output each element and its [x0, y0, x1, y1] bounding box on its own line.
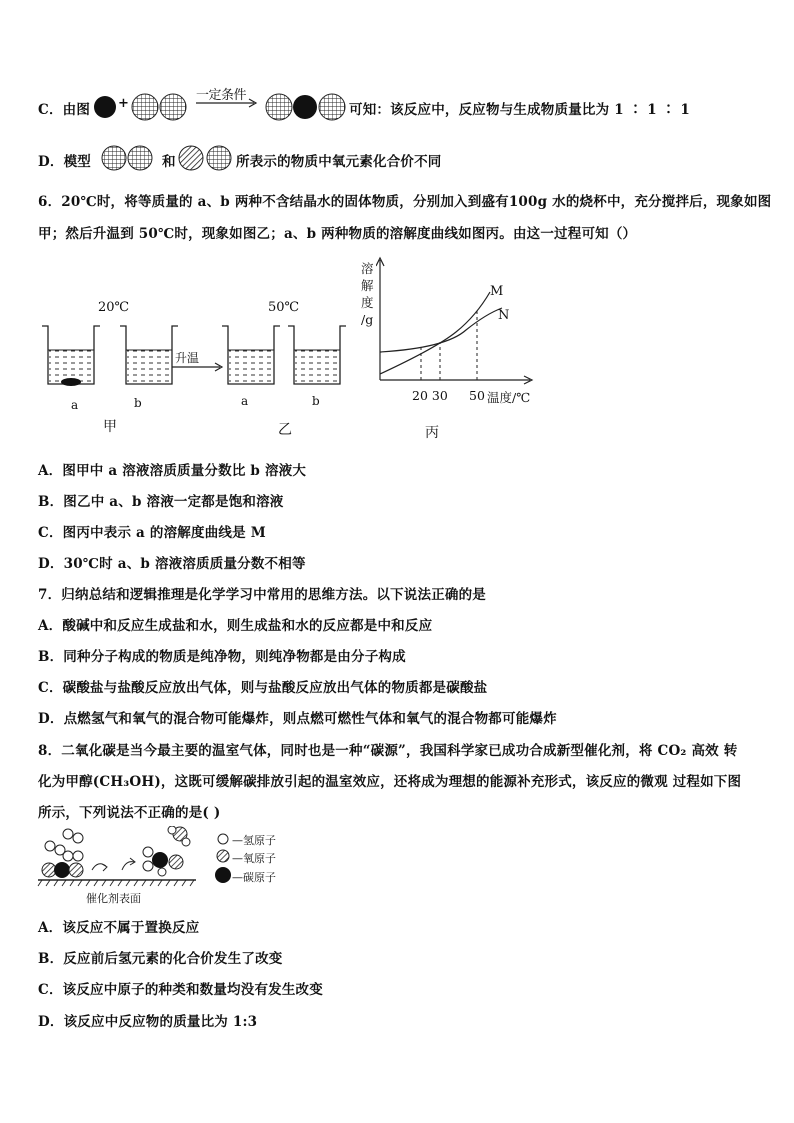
beakers-figure [38, 318, 388, 394]
legend-oxygen: —氧原子 [232, 852, 276, 865]
curve-m-label: M [490, 284, 504, 299]
beaker-b-label-yi: b [312, 394, 320, 408]
oxygen-atom-icon [42, 863, 56, 877]
carbon-atom-icon [152, 852, 168, 868]
carbon-atom-icon [293, 95, 317, 119]
oxygen-atom-icon [69, 863, 83, 877]
carbon-atom-icon [94, 96, 116, 118]
q7-option-b: B．同种分子构成的物质是纯净物，则纯净物都是由分子构成 [38, 649, 406, 665]
oxygen-atom-icon [169, 855, 183, 869]
figure-caption-jia: 甲 [103, 419, 117, 435]
hydrogen-atom-icon [63, 829, 73, 839]
q6-option-b: B．图乙中 a、b 溶液一定都是饱和溶液 [38, 494, 284, 510]
grid-atom-icon [128, 146, 152, 170]
q5-option-d-prefix: D．模型 [38, 154, 92, 170]
q8-option-d: D．该反应中反应物的质量比为 1:3 [38, 1014, 258, 1030]
x-axis-label: 温度/℃ [487, 390, 531, 405]
q8-stem-line1: 8．二氧化碳是当今最主要的温室气体，同时也是一种“碳源”，我国科学家已成功合成新型催化剂，将 CO₂ 高效 转 [38, 743, 738, 759]
catalyst-surface-label: 催化剂表面 [86, 892, 141, 905]
legend-carbon: —碳原子 [232, 871, 276, 884]
q5-option-d-conclusion: 所表示的物质中氧元素化合价不同 [236, 154, 442, 170]
plus-sign: + [118, 96, 129, 111]
reaction-process-figure [36, 826, 226, 890]
grid-atom-icon [319, 94, 345, 120]
beaker-b-yi [288, 326, 346, 384]
q8-option-c: C．该反应中原子的种类和数量均没有发生改变 [38, 982, 323, 998]
q6-stem-line2: 甲；然后升温到 50℃时，现象如图乙；a、b 两种物质的溶解度曲线如图丙。由这一过程可知（） [38, 226, 637, 242]
grid-atom-icon [102, 146, 126, 170]
curve-n-label: N [498, 308, 510, 323]
hydrogen-atom-icon [63, 851, 73, 861]
and-text: 和 [162, 154, 176, 170]
hydrogen-atom-icon [143, 847, 153, 857]
beaker-a-yi [222, 326, 280, 384]
q5-optc-product-model [264, 90, 348, 124]
q8-option-a: A．该反应不属于置换反应 [38, 920, 200, 936]
atom-legend-icons [214, 832, 234, 888]
q6-stem-line1: 6．20℃时，将等质量的 a、b 两种不含结晶水的固体物质，分别加入到盛有100g 水的烧杯中，充分搅拌后，现象如图 [38, 194, 772, 210]
y-label-char: 度 [361, 295, 374, 310]
grid-atom-icon [266, 94, 292, 120]
figure-caption-bing: 丙 [425, 425, 439, 441]
q5-option-c-prefix: C．由图 [38, 102, 91, 118]
q7-stem: 7．归纳总结和逻辑推理是化学学习中常用的思维方法。以下说法正确的是 [38, 587, 486, 603]
q6-option-d: D．30℃时 a、b 溶液溶质质量分数不相等 [38, 556, 306, 572]
heating-label: 升温 [175, 351, 200, 365]
hydrogen-atom-icon [73, 851, 83, 861]
carbon-atom-icon [215, 867, 231, 883]
beaker-b-jia [120, 326, 178, 384]
hydrogen-atom-icon [45, 841, 55, 851]
curve-m [380, 292, 490, 374]
q5-option-c [38, 98, 90, 118]
curve-n [380, 308, 502, 352]
legend-hydrogen: —氢原子 [232, 834, 276, 847]
x-tick-20-30: 20 30 [412, 388, 448, 403]
oxygen-atom-icon [179, 146, 203, 170]
solubility-chart [376, 256, 536, 386]
beaker-a-label-yi: a [241, 394, 249, 408]
hydrogen-atom-icon [218, 834, 228, 844]
beaker-a-jia [42, 326, 100, 386]
beaker-b-label-jia: b [134, 396, 142, 410]
hydrogen-atom-icon [73, 833, 83, 843]
hydrogen-atom-icon [158, 868, 166, 876]
hydrogen-atom-icon [143, 861, 153, 871]
temp-50-label: 50℃ [268, 300, 300, 315]
grid-atom-icon [160, 94, 186, 120]
curved-arrow-icon [122, 862, 134, 870]
q7-option-a: A．酸碱中和反应生成盐和水，则生成盐和水的反应都是中和反应 [38, 618, 433, 634]
q8-stem-line3: 所示，下列说法不正确的是( ) [38, 805, 221, 821]
grid-atom-icon [132, 94, 158, 120]
y-label-char: 溶 [361, 261, 374, 276]
reaction-arrow-icon [194, 98, 260, 108]
grid-atom-icon [207, 146, 231, 170]
q5-optd-model-2 [177, 143, 237, 173]
y-axis-label [361, 260, 377, 328]
y-label-char: 解 [361, 278, 374, 293]
q6-option-a: A．图甲中 a 溶液溶质质量分数比 b 溶液大 [38, 463, 307, 479]
q8-option-b: B．反应前后氢元素的化合价发生了改变 [38, 951, 283, 967]
beaker-a-label-jia: a [71, 398, 79, 412]
q7-option-d: D．点燃氢气和氧气的混合物可能爆炸，则点燃可燃性气体和氧气的混合物都可能爆炸 [38, 711, 557, 727]
temp-20-label: 20℃ [98, 300, 130, 315]
q5-option-c-conclusion: 可知：该反应中，反应物与生成物质量比为 1 ∶ 1 ∶ 1 [349, 102, 690, 118]
q6-option-c: C．图丙中表示 a 的溶解度曲线是 M [38, 525, 266, 541]
reaction-condition: 一定条件 [196, 88, 247, 103]
carbon-atom-icon [54, 862, 70, 878]
hydrogen-atom-icon [168, 826, 176, 834]
q8-stem-line2: 化为甲醇(CH₃OH)，这既可缓解碳排放引起的温室效应，还将成为理想的能源补充形式，该反应的微观 过程如下图 [38, 774, 742, 790]
x-tick-50: 50 [469, 388, 485, 403]
q5-optd-model-1 [100, 143, 158, 173]
y-label-char: /g [361, 312, 374, 327]
oxygen-atom-icon [217, 850, 229, 862]
q7-option-c: C．碳酸盐与盐酸反应放出气体，则与盐酸反应放出气体的物质都是碳酸盐 [38, 680, 488, 696]
undissolved-solid-icon [61, 378, 81, 386]
figure-caption-yi: 乙 [278, 422, 292, 438]
hydrogen-atom-icon [182, 838, 190, 846]
